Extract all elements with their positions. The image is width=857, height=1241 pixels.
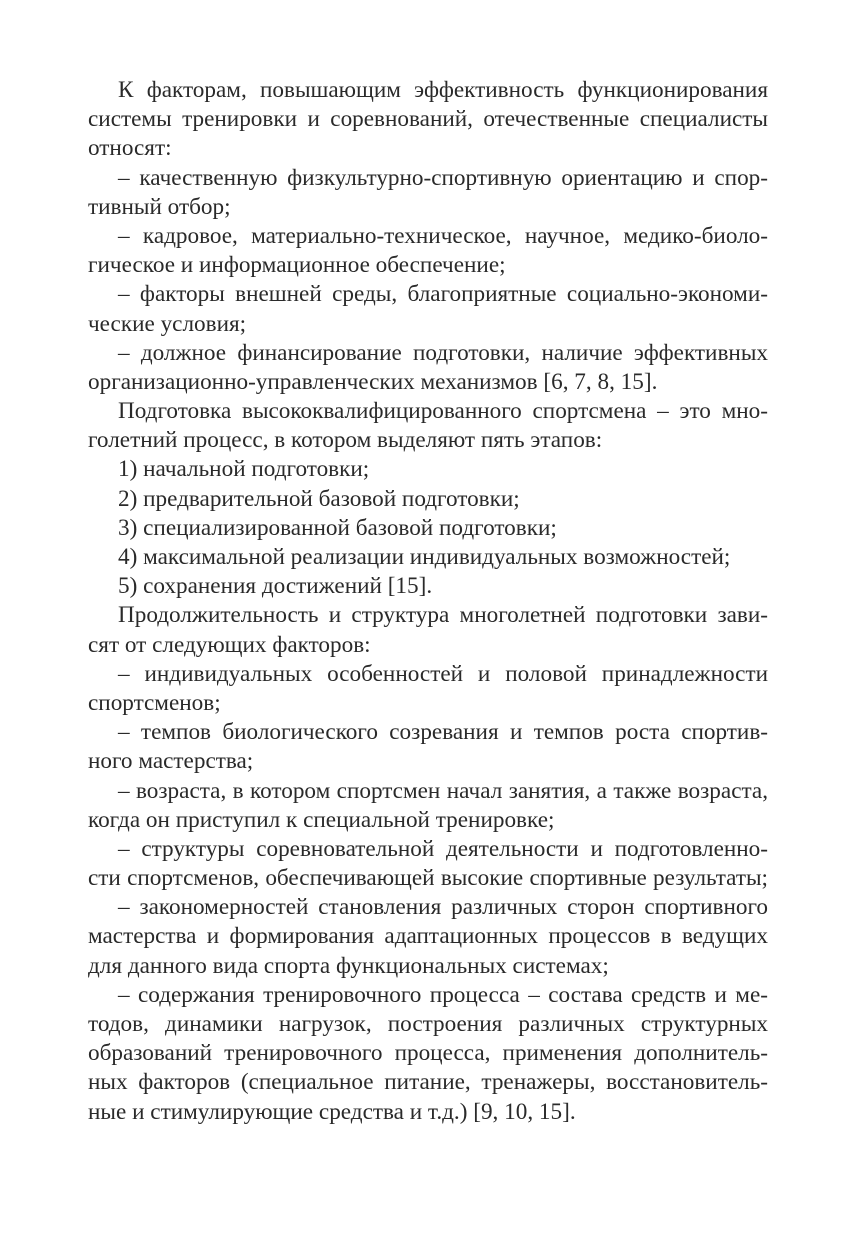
text-line: 4) максимальной реализации индивидуальных возможностей; bbox=[118, 544, 731, 570]
text-line: голетний процесс, в котором выделяют пять этапов: bbox=[88, 427, 603, 454]
text-line: 2) предварительной базовой подготовки; bbox=[118, 485, 520, 512]
paragraph bbox=[88, 339, 768, 397]
paragraph bbox=[88, 601, 768, 659]
text-line: ные и стимулирующие средства и т.д.) [9, 10, 15]. bbox=[88, 1098, 576, 1125]
paragraph bbox=[88, 280, 768, 338]
text-line: Подготовка высококвалифицированного спортсмена – это мно- bbox=[118, 398, 768, 425]
text-line: – содержания тренировочного процесса – состава средств и ме- bbox=[118, 981, 768, 1008]
text-line: – должное финансирование подготовки, наличие эффективных bbox=[118, 339, 768, 366]
text-line: – индивидуальных особенностей и половой принадлежности bbox=[118, 660, 768, 687]
text-line: – структуры соревновательной деятельности и подготовленно- bbox=[118, 835, 768, 862]
text-line: 1) начальной подготовки; bbox=[118, 456, 370, 483]
text-line: спортсменов; bbox=[88, 689, 221, 716]
text-line: тодов, динамики нагрузок, построения различных структурных bbox=[88, 1011, 768, 1037]
paragraph bbox=[88, 718, 768, 776]
text-line: гическое и информационное обеспечение; bbox=[88, 252, 506, 279]
text-line: организационно-управленческих механизмов [6, 7, 8, 15]. bbox=[88, 368, 658, 395]
paragraph bbox=[88, 76, 768, 164]
text-line: сти спортсменов, обеспечивающей высокие спортивные результаты; bbox=[88, 865, 768, 892]
text-line: образований тренировочного процесса, применения дополнитель- bbox=[88, 1040, 768, 1067]
text-line: для данного вида спорта функциональных системах; bbox=[88, 952, 609, 979]
paragraph bbox=[88, 397, 768, 455]
text-line: – темпов биологического созревания и темпов роста спортив- bbox=[118, 719, 768, 746]
paragraph bbox=[88, 164, 768, 222]
paragraph bbox=[88, 835, 768, 893]
text-line: мастерства и формирования адаптационных процессов в ведущих bbox=[88, 923, 768, 950]
text-line: когда он приступил к специальной тренировке; bbox=[88, 806, 555, 833]
text-line: относят: bbox=[88, 135, 172, 162]
paragraph bbox=[88, 981, 768, 1127]
text-line: тивный отбор; bbox=[88, 193, 231, 220]
paragraph bbox=[88, 455, 768, 484]
text-line: Продолжительность и структура многолетней подготовки зави- bbox=[118, 602, 768, 629]
paragraph bbox=[88, 777, 768, 835]
text-line: сят от следующих факторов: bbox=[88, 631, 371, 658]
paragraph bbox=[88, 514, 768, 543]
text-line: – качественную физкультурно-спортивную ориентацию и спор- bbox=[118, 164, 768, 191]
text-line: ного мастерства; bbox=[88, 748, 254, 775]
paragraph bbox=[88, 893, 768, 981]
paragraph bbox=[88, 660, 768, 718]
paragraph bbox=[88, 572, 768, 601]
text-line: – кадровое, материально-техническое, научное, медико-биоло- bbox=[118, 222, 768, 249]
paragraph bbox=[88, 222, 768, 280]
text-line: ных факторов (специальное питание, тренажеры, восстановитель- bbox=[88, 1069, 768, 1096]
text-line: – возраста, в котором спортсмен начал занятия, а также возраста, bbox=[118, 777, 768, 804]
text-line: 3) специализированной базовой подготовки; bbox=[118, 514, 557, 541]
text-line: – закономерностей становления различных сторон спортивного bbox=[118, 894, 768, 921]
body-text bbox=[88, 76, 768, 1127]
paragraph bbox=[88, 485, 768, 514]
text-line: системы тренировки и соревнований, отечественные специалисты bbox=[88, 106, 768, 133]
text-line: К факторам, повышающим эффективность функционирования bbox=[118, 77, 768, 103]
text-line: 5) сохранения достижений [15]. bbox=[118, 573, 433, 600]
paragraph bbox=[88, 543, 768, 572]
text-line: – факторы внешней среды, благоприятные социально-экономи- bbox=[118, 281, 768, 308]
text-line: ческие условия; bbox=[88, 310, 247, 337]
